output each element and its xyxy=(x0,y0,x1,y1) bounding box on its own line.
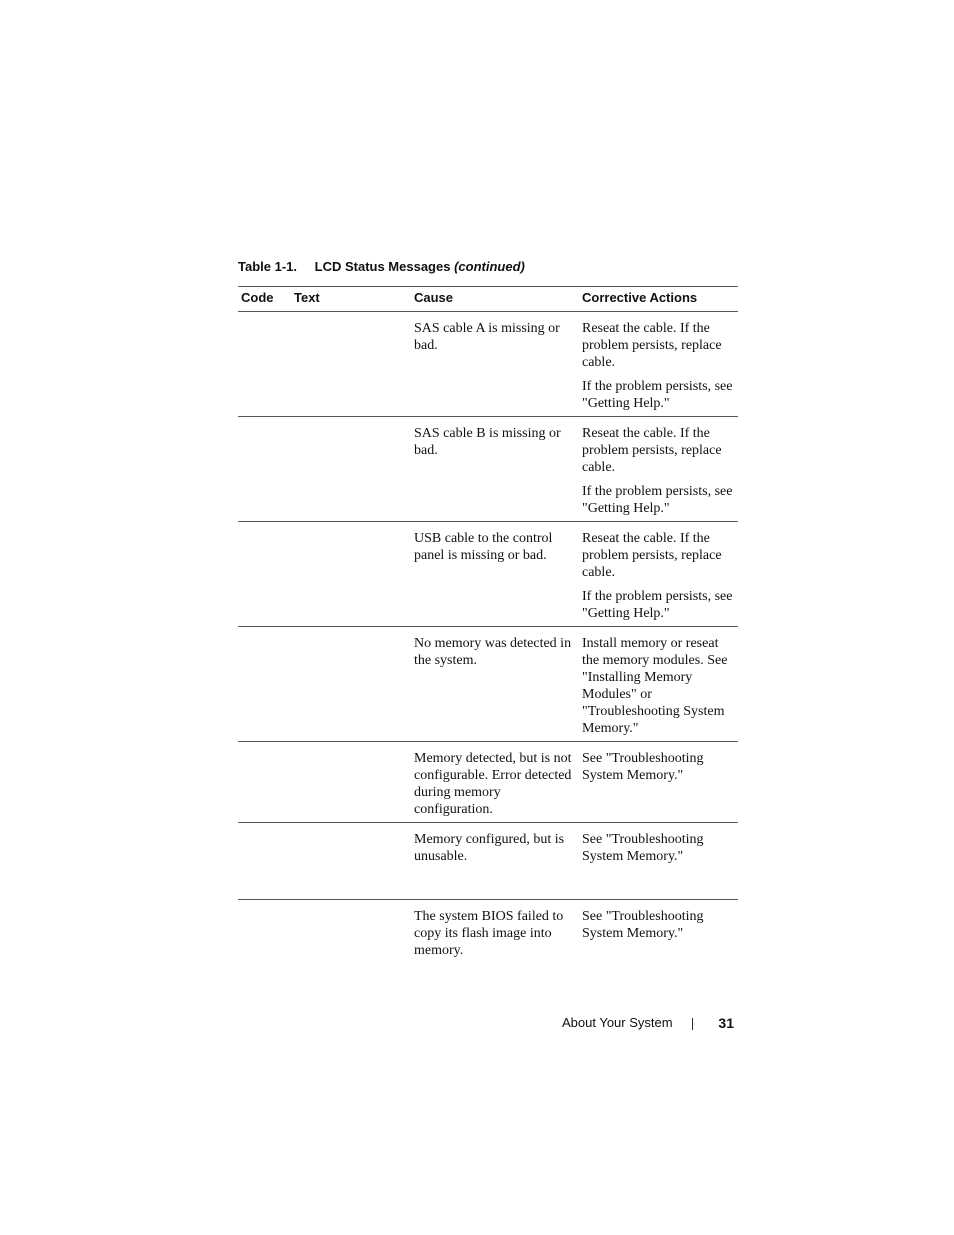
table-row xyxy=(238,312,738,417)
caption-title: LCD Status Messages xyxy=(314,259,451,274)
table-caption xyxy=(238,259,525,274)
action-text: Reseat the cable. If the problem persists, replace cable. xyxy=(582,531,722,580)
cell-text xyxy=(291,522,411,627)
cell-text xyxy=(291,627,411,742)
cell-text xyxy=(291,900,411,964)
table-row xyxy=(238,742,738,823)
action-text: If the problem persists, see "Getting Help." xyxy=(582,589,733,621)
footer-separator xyxy=(692,1018,693,1030)
cell-cause: The system BIOS failed to copy its flash image into memory. xyxy=(414,909,564,958)
cell-code xyxy=(238,742,291,823)
table-row xyxy=(238,522,738,627)
action-text: Install memory or reseat the memory modules. See "Installing Memory Modules" or "Troubleshooting System Memory." xyxy=(582,636,728,736)
header-corrective-actions: Corrective Actions xyxy=(579,287,738,312)
header-code: Code xyxy=(238,287,291,312)
cell-actions xyxy=(579,900,738,964)
table-header-row xyxy=(238,287,738,312)
caption-label: Table 1-1. xyxy=(238,259,298,274)
table-row xyxy=(238,417,738,522)
cell-text xyxy=(291,417,411,522)
page-footer xyxy=(562,1015,734,1030)
action-text: If the problem persists, see "Getting Help." xyxy=(582,379,733,411)
table-row xyxy=(238,900,738,964)
cell-cause: SAS cable A is missing or bad. xyxy=(411,312,579,417)
lcd-status-table xyxy=(238,286,738,963)
cell-actions xyxy=(579,823,738,900)
cell-text xyxy=(291,742,411,823)
cell-text xyxy=(291,312,411,417)
cell-code xyxy=(238,823,291,900)
action-text: If the problem persists, see "Getting Help." xyxy=(582,484,733,516)
cell-cause: USB cable to the control panel is missing or bad. xyxy=(411,522,579,627)
action-text: Reseat the cable. If the problem persists, replace cable. xyxy=(582,426,722,475)
action-text: See "Troubleshooting System Memory." xyxy=(582,909,704,941)
page-number: 31 xyxy=(718,1015,734,1031)
table-row xyxy=(238,627,738,742)
footer-section-title: About Your System xyxy=(562,1015,673,1030)
cell-code xyxy=(238,312,291,417)
cell-text xyxy=(291,823,411,900)
cell-actions xyxy=(579,627,738,742)
cell-actions xyxy=(579,742,738,823)
cell-code xyxy=(238,417,291,522)
cell-cause: Memory configured, but is unusable. xyxy=(411,823,579,900)
action-text: See "Troubleshooting System Memory." xyxy=(582,751,704,783)
cell-actions xyxy=(579,522,738,627)
cell-cause: No memory was detected in the system. xyxy=(411,627,579,742)
header-cause: Cause xyxy=(411,287,579,312)
cell-code xyxy=(238,900,291,964)
caption-continued: (continued) xyxy=(454,259,525,274)
table-row xyxy=(238,823,738,900)
cell-code xyxy=(238,522,291,627)
cell-cause: Memory detected, but is not configurable. Error detected during memory configuration. xyxy=(411,742,579,823)
header-text: Text xyxy=(291,287,411,312)
cell-actions xyxy=(579,417,738,522)
cell-cause: SAS cable B is missing or bad. xyxy=(411,417,579,522)
cell-code xyxy=(238,627,291,742)
action-text: See "Troubleshooting System Memory." xyxy=(582,832,704,864)
action-text: Reseat the cable. If the problem persists, replace cable. xyxy=(582,321,722,370)
cell-actions xyxy=(579,312,738,417)
